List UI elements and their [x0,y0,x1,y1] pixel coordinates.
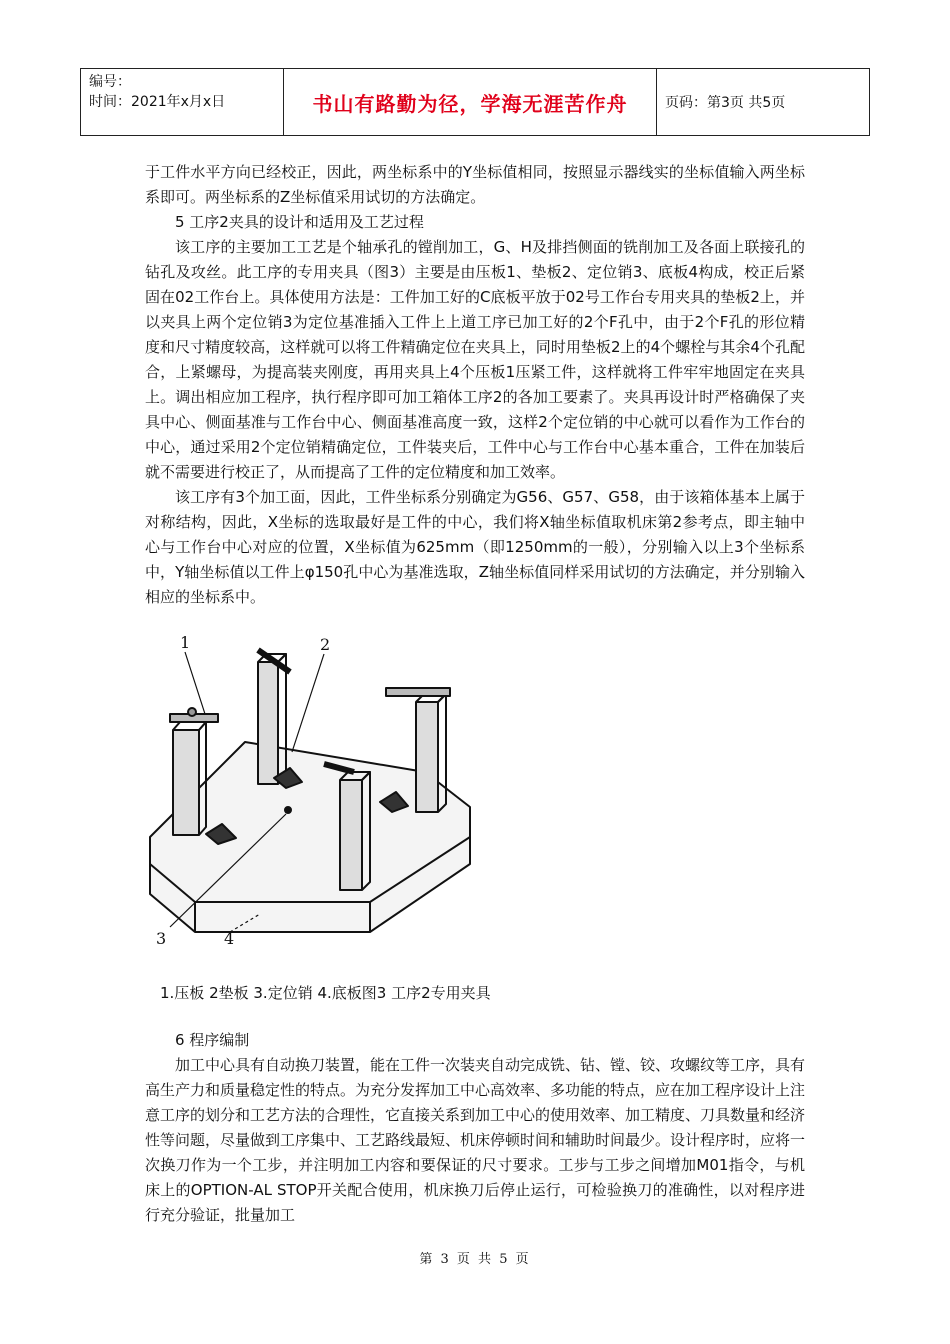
section-heading: 6 程序编制 [175,1031,250,1049]
document-number-label: 编号： [89,74,131,90]
figure-label-3: 3 [156,929,167,948]
document-time-label: 时间：2021年x月x日 [89,94,226,110]
header-page-info: 页码：第3页 共5页 [665,95,786,111]
body-text-top [145,160,805,610]
figure-caption: 1.压板 2垫板 3.定位销 4.底板图3 工序2专用夹具 [160,984,491,1002]
paragraph: 该工序的主要加工工艺是个轴承孔的镗削加工，G、H及排挡侧面的铣削加工及各面上联接孔的钻孔及攻丝。此工序的专用夹具（图3）主要是由压板1、垫板2、定位销3、底板4构成，校正后紧固在02工作台上。具体使用方法是：工件加工好的C底板平放于02号工作台专用夹具的垫板2上，并以夹具上两个定位销3为定位基准插入工件上上道工序已加工好的2个F孔中，由于2个F孔的形位精度和尺寸精度较高，这样就可以将工件精确定位在夹具上，同时用垫板2上的4个螺栓与其余4个孔配合，上紧螺母，为提高装夹刚度，再用夹具上4个压板1压紧工件，这样就将工件牢牢地固定在夹具上。调出相应加工程序，执行程序即可加工箱体工序2的各加工要素了。夹具再设计时严格确保了夹具中心、侧面基准与工作台中心、侧面基准高度一致，这样2个定位销的中心就可以看作为工作台的中心，通过采用2个定位销精确定位，工件装夹后，工件中心与工作台中心基本重合，工件在加装后就不需要进行校正了，从而提高了工件的定位精度和加工效率。 [145,238,805,481]
page-footer: 第 3 页 共 5 页 [419,1252,531,1267]
fixture-diagram [140,632,490,950]
document-header [80,68,870,136]
body-text-bottom [145,1028,805,1228]
figure-label-4: 4 [224,929,235,948]
paragraph: 该工序有3个加工面，因此，工件坐标系分别确定为G56、G57、G58，由于该箱体基本上属于对称结构，因此，X坐标的选取最好是工件的中心，我们将X轴坐标值取机床第2参考点，即主轴中心与工作台中心对应的位置，X坐标值为625mm（即1250mm的一般），分别输入以上3个坐标系中，Y轴坐标值以工件上φ150孔中心为基准选取，Z轴坐标值同样采用试切的方法确定，并分别输入相应的坐标系中。 [145,488,805,606]
figure-label-2: 2 [320,635,331,654]
header-motto: 书山有路勤为径，学海无涯苦作舟 [312,91,628,116]
section-heading: 5 工序2夹具的设计和适用及工艺过程 [175,213,424,231]
figure-label-1: 1 [180,633,191,652]
paragraph: 加工中心具有自动换刀装置，能在工件一次装夹自动完成铣、钻、镗、铰、攻螺纹等工序，具有高生产力和质量稳定性的特点。为充分发挥加工中心高效率、多功能的特点，应在加工程序设计上注意工序的划分和工艺方法的合理性，它直接关系到加工中心的使用效率、加工精度、刀具数量和经济性等问题，尽量做到工序集中、工艺路线最短、机床停顿时间和辅助时间最少。设计程序时，应将一次换刀作为一个工步，并注明加工内容和要保证的尺寸要求。工步与工步之间增加M01指令，与机床上的OPTION-AL STOP开关配合使用，机床换刀后停止运行，可检验换刀的准确性，以对程序进行充分验证，批量加工 [145,1056,806,1224]
paragraph: 于工件水平方向已经校正，因此，两坐标系中的Y坐标值相同，按照显示器线实的坐标值输入两坐标系即可。两坐标系的Z坐标值采用试切的方法确定。 [145,163,805,206]
header-motto-cell [284,69,657,135]
header-meta [81,69,284,135]
